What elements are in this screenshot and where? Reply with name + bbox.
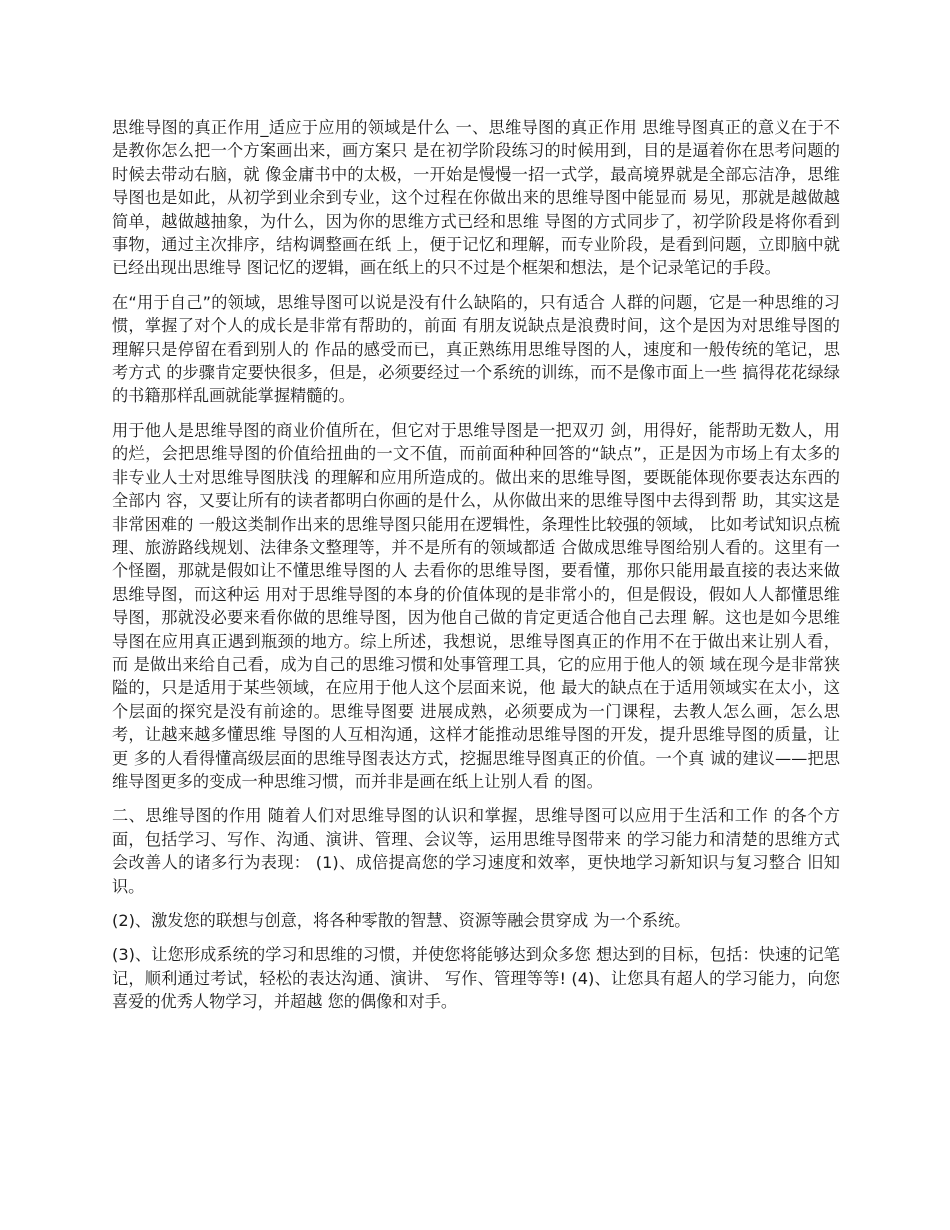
document-body (112, 116, 840, 1025)
paragraph-6: (3)、让您形成系统的学习和思维的习惯，并使您将能够达到众多您 想达到的目标，包括：快速的记笔记，顺利通过考试，轻松的表达沟通、演讲、 写作、管理等等! (4)、让您具有超人的学习能力，向您喜爱的优秀人物学习，并超越 您的偶像和对手。 (112, 945, 840, 1012)
paragraph-5: (2)、激发您的联想与创意，将各种零散的智慧、资源等融会贯穿成 为一个系统。 (112, 911, 691, 930)
paragraph-4: 二、思维导图的作用 随着人们对思维导图的认识和掌握，思维导图可以应用于生活和工作 的各个方面，包括学习、写作、沟通、演讲、管理、会议等，运用思维导图带来 的学习能力和清楚的思维方式会改善人的诸多行为表现： (1)、成倍提高您的学习速度和效率，更快地学习新知识与复习整合 旧知识。 (112, 806, 840, 896)
paragraph-1: 思维导图的真正作用_适应于应用的领域是什么 一、思维导图的真正作用 思维导图真正的意义在于不是教你怎么把一个方案画出来，画方案只 是在初学阶段练习的时候用到，目的是逼着你在思考问题的时候去带动右脑，就 像金庸书中的太极，一开始是慢慢一招一式学，最高境界就是全部忘洁净，思维 导图也是如此，从初学到业余到专业，这个过程在你做出来的思维导图中能显而 易见，那就是越做越简单，越做越抽象，为什么，因为你的思维方式已经和思维 导图的方式同步了，初学阶段是将你看到事物，通过主次排序，结构调整画在纸 上，便于记忆和理解，而专业阶段，是看到问题，立即脑中就已经出现出思维导 图记忆的逻辑，画在纸上的只不过是个框架和想法，是个记录笔记的手段。 (112, 118, 840, 278)
paragraph-3: 用于他人是思维导图的商业价值所在，但它对于思维导图是一把双刃 剑，用得好，能帮助无数人，用的烂，会把思维导图的价值给扭曲的一文不值，而前面种种回答的“缺点”，正是因为市场上有太多的非专业人士对思维导图肤浅 的理解和应用所造成的。做出来的思维导图，要既能体现你要表达东西的全部内 容，又要让所有的读者都明白你画的是什么，从你做出来的思维导图中去得到帮 助，其实这是非常困难的 一般这类制作出来的思维导图只能用在逻辑性，条理性比较强的领域， 比如考试知识点梳理、旅游路线规划、法律条文整理等，并不是所有的领域都适 合做成思维导图给别人看的。这里有一个怪圈，那就是假如让不懂思维导图的人 去看你的思维导图，要看懂，那你只能用最直接的表达来做思维导图，而这种运 用对于思维导图的本身的价值体现的是非常小的，但是假设，假如人人都懂思维 导图，那就没必要来看你做的思维导图，因为他自己做的肯定更适合他自己去理 解。这也是如今思维导图在应用真正遇到瓶颈的地方。综上所述，我想说，思维导图真正的作用不在于做出来让别人看，而 是做出来给自己看，成为自己的思维习惯和处事管理工具，它的应用于他人的领 域在现今是非常狭隘的，只是适用于某些领域，在应用于他人这个层面来说，他 最大的缺点在于适用领域实在太小，这个层面的探究是没有前途的。思维导图要 进展成熟，必须要成为一门课程，去教人怎么画，怎么思考，让越来越多懂思维 导图的人互相沟通，这样才能推动思维导图的开发，提升思维导图的质量，让更 多的人看得懂高级层面的思维导图表达方式，挖掘思维导图真正的价值。一个真 诚的建议——把思维导图更多的变成一种思维习惯，而并非是画在纸上让别人看 的图。 (112, 420, 840, 791)
paragraph-2: 在“用于自己”的领域，思维导图可以说是没有什么缺陷的，只有适合 人群的问题，它是一种思维的习惯，掌握了对个人的成长是非常有帮助的，前面 有朋友说缺点是浪费时间，这个是因为对思维导图的理解只是停留在看到别人的 作品的感受而已，真正熟练用思维导图的人，速度和一般传统的笔记，思考方式 的步骤肯定要快很多，但是，必须要经过一个系统的训练，而不是像市面上一些 搞得花花绿绿的书籍那样乱画就能掌握精髓的。 (112, 292, 840, 406)
